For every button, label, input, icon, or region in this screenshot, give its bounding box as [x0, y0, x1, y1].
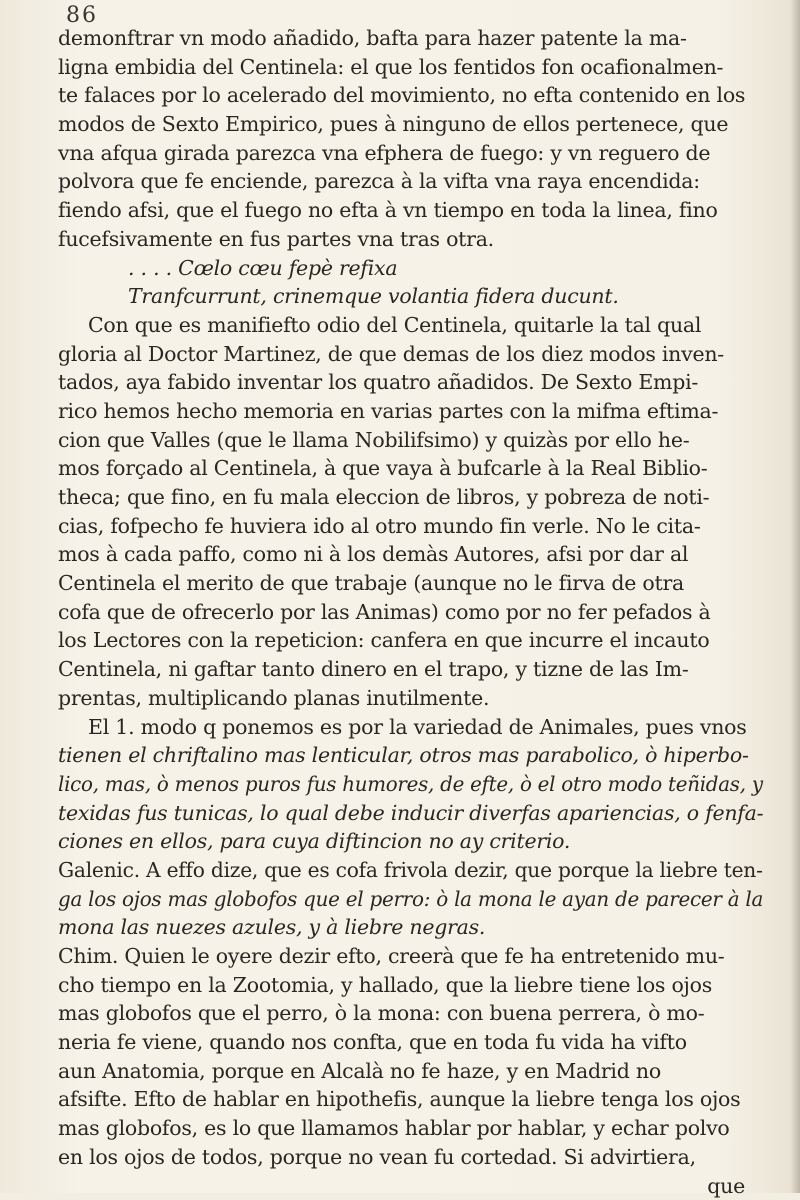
text-line: rico hemos hecho memoria en varias partes con la mifma eftima- [58, 397, 763, 426]
text-line: Galenic. A effo dize, que es cofa frivola dezir, que porque la liebre ten- [58, 856, 753, 885]
text-line: Tranfcurrunt, crinemque volantia fidera ducunt. [58, 282, 763, 311]
text-line: cofa que de ofrecerlo por las Animas) como por no fer pefados à [58, 598, 763, 627]
text-line: ciones en ellos, para cuya diftincion no ay criterio. [58, 827, 763, 856]
text-line: mos à cada paffo, como ni à los demàs Autores, afsi por dar al [58, 540, 763, 569]
text-line: afsifte. Efto de hablar en hipothefis, aunque la liebre tenga los ojos [58, 1085, 763, 1114]
text-line: lico, mas, ò menos puros fus humores, de efte, ò el otro modo teñidas, y [58, 770, 739, 799]
text-line: en los ojos de todos, porque no vean fu cortedad. Si advirtiera, [58, 1143, 763, 1172]
text-line: ga los ojos mas globofos que el perro: ò la mona le ayan de parecer à la [58, 885, 742, 914]
text-line: los Lectores con la repeticion: canfera en que incurre el incauto [58, 626, 763, 655]
text-line: polvora que fe enciende, parezca à la vifta vna raya encendida: [58, 167, 763, 196]
text-line: ligna embidia del Centinela: el que los fentidos fon ocafionalmen- [58, 53, 763, 82]
catchword: que [58, 1172, 763, 1200]
text-line: . . . . Cœlo cœu fepè refixa [58, 254, 763, 283]
text-line: Chim. Quien le oyere dezir efto, creerà que fe ha entretenido mu- [58, 942, 763, 971]
text-line: Centinela el merito de que trabaje (aunque no le firva de otra [58, 569, 763, 598]
text-line: fiendo afsi, que el fuego no efta à vn tiempo en toda la linea, fino [58, 196, 763, 225]
text-line: theca; que fino, en fu mala eleccion de libros, y pobreza de noti- [58, 483, 763, 512]
text-line: cias, fofpecho fe huviera ido al otro mundo fin verle. No le cita- [58, 512, 763, 541]
text-line: fucefsivamente en fus partes vna tras otra. [58, 225, 763, 254]
text-line: vna afqua girada parezca vna efphera de fuego: y vn reguero de [58, 139, 763, 168]
page-number: 86 [66, 2, 98, 30]
text-line: cho tiempo en la Zootomia, y hallado, que la liebre tiene los ojos [58, 971, 763, 1000]
text-line: El 1. modo q ponemos es por la variedad de Animales, pues vnos [58, 713, 763, 742]
text-line: mas globofos, es lo que llamamos hablar por hablar, y echar polvo [58, 1114, 763, 1143]
page-edge-shadow [790, 0, 800, 1193]
text-line: Con que es manifiefto odio del Centinela, quitarle la tal qual [58, 311, 763, 340]
text-line: gloria al Doctor Martinez, de que demas de los diez modos inven- [58, 340, 763, 369]
text-line: mona las nuezes azules, y à liebre negras. [58, 913, 763, 942]
text-line: te falaces por lo acelerado del movimiento, no efta contenido en los [58, 81, 763, 110]
text-line: aun Anatomia, porque en Alcalà no fe haze, y en Madrid no [58, 1057, 763, 1086]
text-line: mas globofos que el perro, ò la mona: con buena perrera, ò mo- [58, 999, 763, 1028]
text-line: demonftrar vn modo añadido, bafta para hazer patente la ma- [58, 24, 763, 53]
text-line: cion que Valles (que le llama Nobilifsimo) y quizàs por ello he- [58, 426, 763, 455]
text-line: prentas, multiplicando planas inutilmente. [58, 684, 763, 713]
text-line: texidas fus tunicas, lo qual debe inducir diverfas apariencias, o fenfa- [58, 799, 763, 828]
text-line: tienen el chriftalino mas lenticular, otros mas parabolico, ò hiperbo- [58, 741, 763, 770]
text-line: mos forçado al Centinela, à que vaya à bufcarle à la Real Biblio- [58, 454, 763, 483]
text-line: modos de Sexto Empirico, pues à ninguno de ellos pertenece, que [58, 110, 763, 139]
text-line: tados, aya fabido inventar los quatro añadidos. De Sexto Empi- [58, 368, 763, 397]
text-line: Centinela, ni gaftar tanto dinero en el trapo, y tizne de las Im- [58, 655, 763, 684]
text-line: neria fe viene, quando nos confta, que en toda fu vida ha vifto [58, 1028, 763, 1057]
page-text [58, 24, 763, 1200]
